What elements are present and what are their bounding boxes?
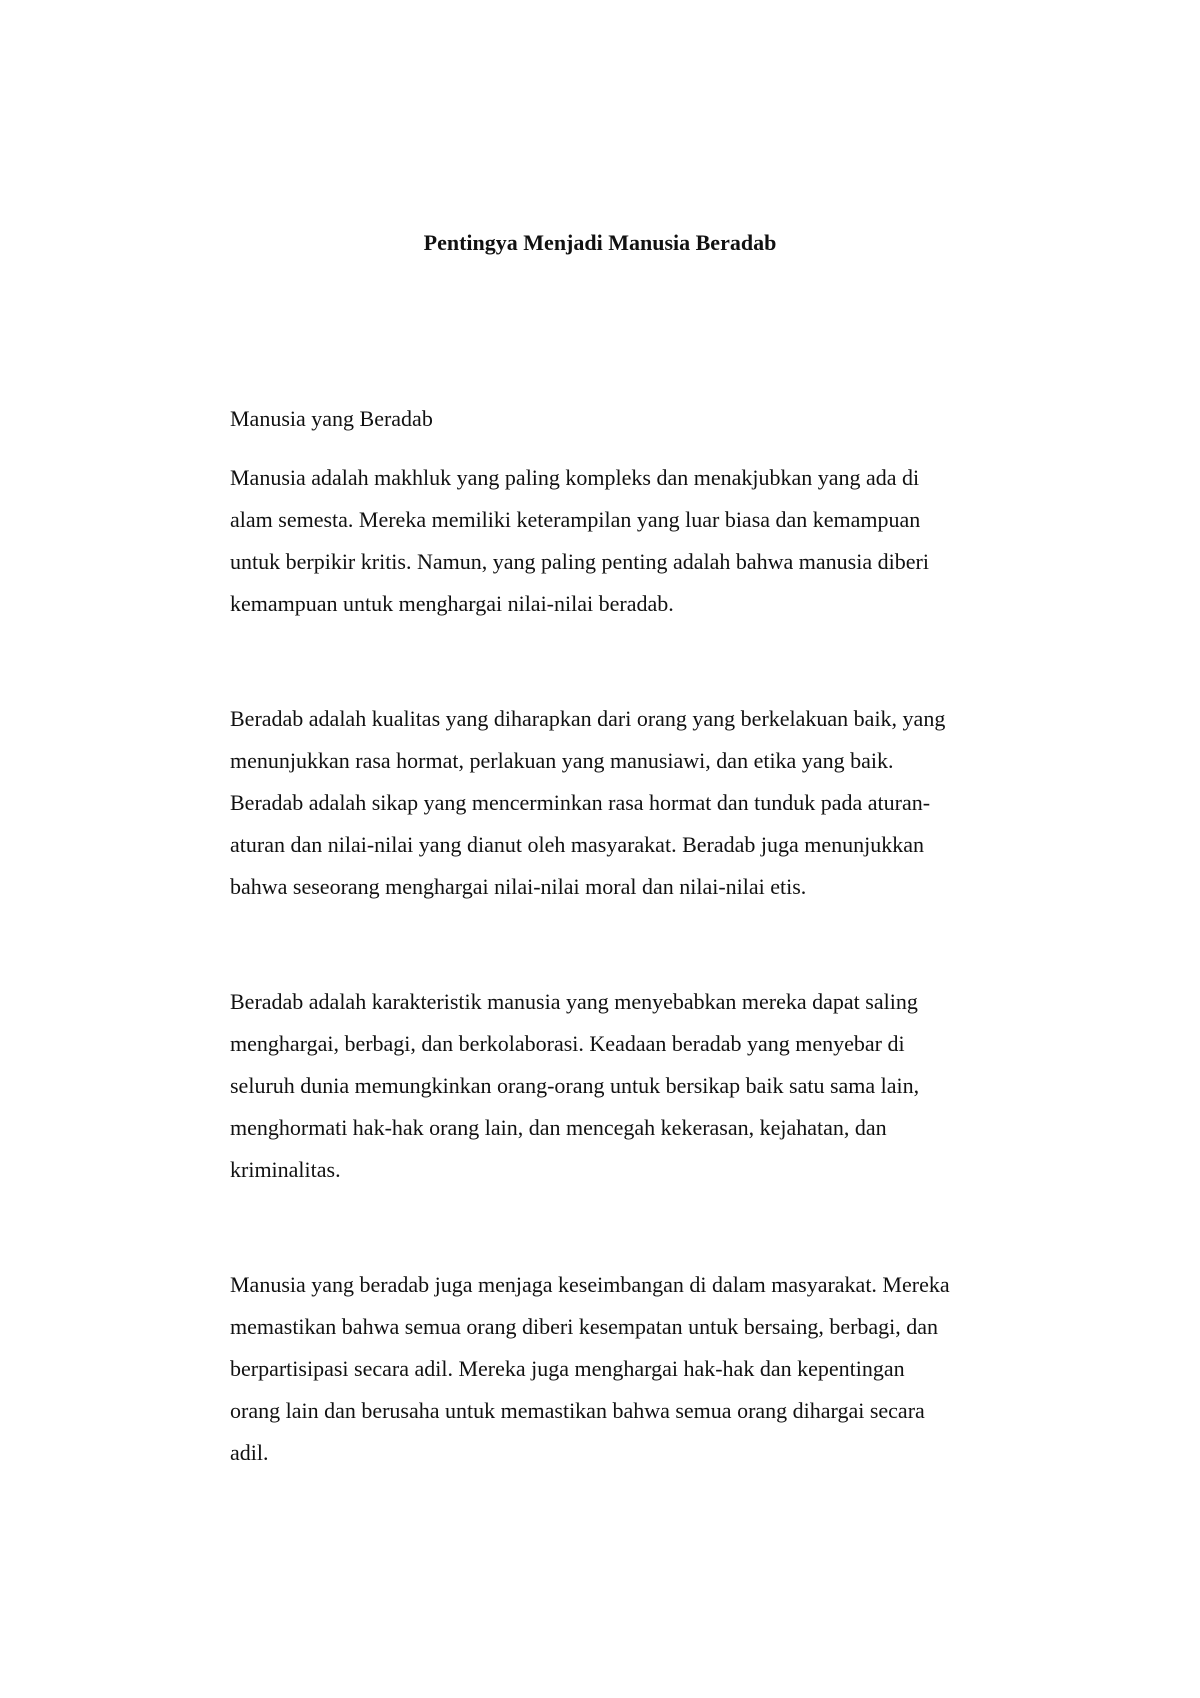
paragraph-line: seluruh dunia memungkinkan orang-orang untuk bersikap baik satu sama lain,: [230, 1073, 920, 1098]
paragraph-line: kemampuan untuk menghargai nilai-nilai beradab.: [230, 591, 674, 616]
paragraph-line: untuk berpikir kritis. Namun, yang paling penting adalah bahwa manusia diberi: [230, 549, 929, 574]
paragraph-line: Beradab adalah karakteristik manusia yang menyebabkan mereka dapat saling: [230, 989, 918, 1014]
paragraph-line: menghargai, berbagi, dan berkolaborasi. Keadaan beradab yang menyebar di: [230, 1031, 905, 1056]
paragraph-line: aturan dan nilai-nilai yang dianut oleh masyarakat. Beradab juga menunjukkan: [230, 832, 924, 857]
document-title: Pentingya Menjadi Manusia Beradab: [423, 230, 777, 255]
section-heading: Manusia yang Beradab: [230, 406, 433, 431]
paragraph-line: kriminalitas.: [230, 1157, 341, 1182]
paragraph-line: Beradab adalah sikap yang mencerminkan rasa hormat dan tunduk pada aturan-: [230, 790, 931, 815]
paragraph-3: [230, 981, 1030, 1191]
paragraph-line: memastikan bahwa semua orang diberi kesempatan untuk bersaing, berbagi, dan: [230, 1314, 939, 1339]
paragraph-line: berpartisipasi secara adil. Mereka juga menghargai hak-hak dan kepentingan: [230, 1356, 905, 1381]
paragraph-1: [230, 457, 1030, 625]
paragraph-line: Manusia yang beradab juga menjaga keseimbangan di dalam masyarakat. Mereka: [230, 1272, 950, 1297]
paragraph-line: bahwa seseorang menghargai nilai-nilai moral dan nilai-nilai etis.: [230, 874, 807, 899]
paragraph-line: orang lain dan berusaha untuk memastikan bahwa semua orang dihargai secara: [230, 1398, 925, 1423]
paragraph-line: menunjukkan rasa hormat, perlakuan yang manusiawi, dan etika yang baik.: [230, 748, 894, 773]
paragraph-line: adil.: [230, 1440, 269, 1465]
paragraph-line: Beradab adalah kualitas yang diharapkan dari orang yang berkelakuan baik, yang: [230, 706, 946, 731]
paragraph-2: [230, 698, 1030, 908]
paragraph-line: Manusia adalah makhluk yang paling kompleks dan menakjubkan yang ada di: [230, 465, 920, 490]
paragraph-line: menghormati hak-hak orang lain, dan mencegah kekerasan, kejahatan, dan: [230, 1115, 887, 1140]
paragraph-4: [230, 1264, 1030, 1474]
paragraph-line: alam semesta. Mereka memiliki keterampilan yang luar biasa dan kemampuan: [230, 507, 921, 532]
